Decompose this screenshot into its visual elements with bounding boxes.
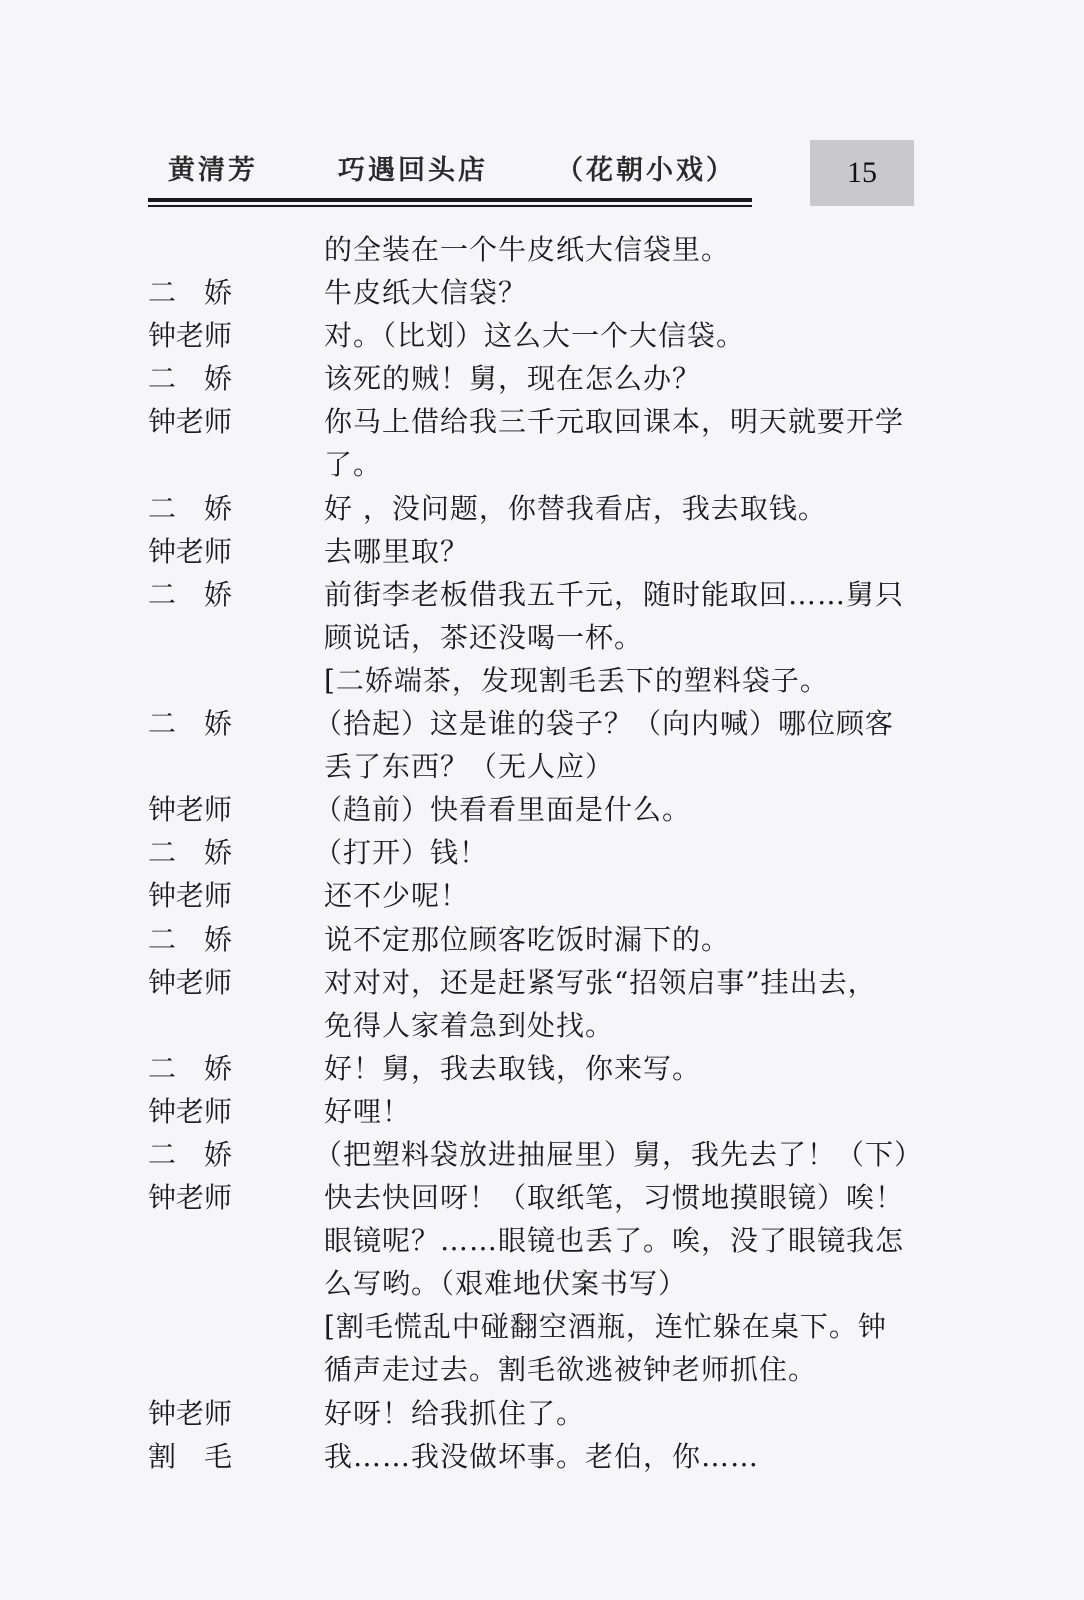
line-text: [割毛慌乱中碰翻空酒瓶，连忙躲在桌下。钟 [324,1310,887,1344]
line-text: 循声走过去。割毛欲逃被钟老师抓住。 [324,1353,818,1387]
speaker-name: 二娇 [148,1137,261,1171]
script-line [148,831,928,874]
line-text: 该死的贼！舅，现在怎么办？ [324,362,702,396]
speaker-name: 钟老师 [148,1094,233,1128]
line-text: （趋前）快看看里面是什么。 [314,793,692,827]
header-rule-thick [148,198,752,202]
script-line [148,745,928,788]
line-text: 丢了东西？（无人应） [324,750,615,784]
script-line [148,228,928,271]
header-title: 巧遇回头店 [338,155,488,186]
script-line [148,1090,928,1133]
line-text: 好哩！ [324,1094,412,1128]
speaker-name: 钟老师 [148,965,233,999]
line-text: 免得人家着急到处找。 [324,1008,615,1042]
speaker-name: 钟老师 [148,879,233,913]
line-text: 我……我没做坏事。老伯，你…… [324,1439,760,1473]
script-line [148,874,928,917]
script-line [148,1435,928,1478]
script-line [148,1348,928,1391]
speaker-name: 钟老师 [148,405,233,439]
line-text: 你马上借给我三千元取回课本，明天就要开学 [324,405,905,439]
line-text: 好 ，没问题，你替我看店，我去取钱。 [324,491,827,525]
script-line [148,487,928,530]
speaker-name: 二娇 [148,836,261,870]
running-header [148,148,748,188]
script-line [148,1219,928,1262]
speaker-name: 割毛 [148,1439,261,1473]
line-text: 说不定那位顾客吃饭时漏下的。 [324,922,731,956]
header-rule-thin [148,205,752,207]
script-line [148,1392,928,1435]
script-line [148,1176,928,1219]
script-line [148,271,928,314]
speaker-name: 二娇 [148,577,261,611]
script-line [148,573,928,616]
script-line [148,443,928,486]
script-line [148,702,928,745]
header-genre: （花朝小戏） [556,155,736,186]
script-line [148,788,928,831]
script-line [148,1047,928,1090]
line-text: 眼镜呢？……眼镜也丢了。唉，没了眼镜我怎 [324,1224,905,1258]
speaker-name: 二娇 [148,922,261,956]
line-text: （拾起）这是谁的袋子？（向内喊）哪位顾客 [314,707,895,741]
script-line [148,357,928,400]
script-line [148,616,928,659]
line-text: 了。 [324,448,383,482]
speaker-name: 二娇 [148,707,261,741]
speaker-name: 二娇 [148,491,261,525]
line-text: （把塑料袋放进抽屉里）舅，我先去了！（下） [314,1137,924,1171]
script-line [148,314,928,357]
line-text: 对。（比划）这么大一个大信袋。 [324,319,746,353]
line-text: （打开）钱！ [314,836,489,870]
speaker-name: 钟老师 [148,1181,233,1215]
script-line [148,659,928,702]
script-line [148,961,928,1004]
speaker-name: 二娇 [148,1051,261,1085]
script-line [148,1004,928,1047]
script-body [148,228,928,1478]
script-line [148,1262,928,1305]
line-text: 好呀！给我抓住了。 [324,1396,586,1430]
speaker-name: 钟老师 [148,319,233,353]
speaker-name: 二娇 [148,276,261,310]
line-text: 去哪里取？ [324,534,470,568]
line-text: 还不少呢！ [324,879,470,913]
speaker-name: 钟老师 [148,793,233,827]
speaker-name: 钟老师 [148,534,233,568]
script-line [148,918,928,961]
script-line [148,1305,928,1348]
script-line [148,1133,928,1176]
line-text: 的全装在一个牛皮纸大信袋里。 [324,233,731,266]
line-text: 牛皮纸大信袋？ [324,276,528,310]
line-text: 好！舅，我去取钱，你来写。 [324,1051,702,1085]
line-text: 快去快回呀！（取纸笔，习惯地摸眼镜）唉！ [324,1181,905,1215]
line-text: 前街李老板借我五千元，随时能取回……舅只 [324,577,905,611]
line-text: 么写哟。（艰难地伏案书写） [324,1267,688,1301]
speaker-name: 钟老师 [148,1396,233,1430]
header-author: 黄清芳 [168,155,258,186]
line-text: 对对对，还是赶紧写张“招领启事”挂出去， [324,965,877,999]
script-line [148,400,928,443]
speaker-name: 二娇 [148,362,261,396]
line-text: [二娇端茶，发现割毛丢下的塑料袋子。 [324,663,829,697]
page-number: 15 [810,140,914,206]
line-text: 顾说话，茶还没喝一杯。 [324,620,644,654]
script-line [148,530,928,573]
